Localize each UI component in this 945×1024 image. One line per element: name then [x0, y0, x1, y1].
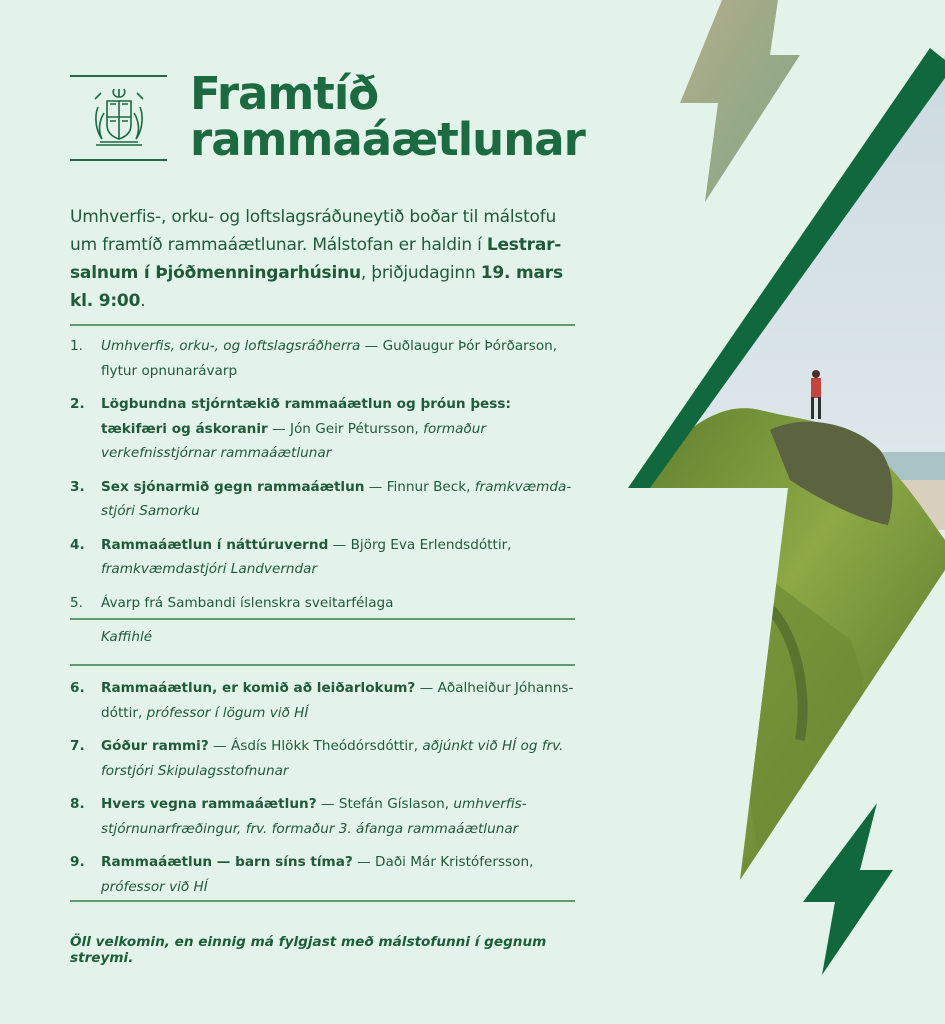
program-item: [70, 850, 575, 899]
speaker-role: prófessor við HÍ: [101, 878, 208, 895]
separator: —: [328, 536, 351, 553]
talk-title: Lögbundna stjórntækið rammaáætlun og þróun þess: tækifæri og áskoranir: [101, 396, 511, 437]
separator: —: [360, 338, 383, 354]
divider: [70, 324, 575, 326]
item-number: 3.: [70, 478, 85, 495]
speaker-name: Aðalheiður Jóhanns-dóttir,: [101, 680, 574, 721]
separator: —: [267, 420, 290, 437]
speaker-name: Ásdís Hlökk Theódórsdóttir,: [230, 738, 423, 754]
speaker-name: Stefán Gíslason,: [338, 796, 454, 812]
divider: [70, 618, 575, 620]
speaker-name: Guðlaugur Þór Þórðarson, flytur opnunarávarp: [101, 338, 558, 379]
separator: —: [352, 854, 376, 870]
item-text: [101, 475, 575, 524]
intro-paragraph: [70, 203, 580, 315]
speaker-name: Björg Eva Erlendsdóttir,: [350, 536, 512, 553]
item-number: 6.: [70, 680, 85, 696]
item-text: [101, 392, 575, 466]
item-number: 1.: [70, 338, 83, 354]
item-number: 8.: [70, 796, 85, 812]
talk-title: Góður rammi?: [101, 738, 209, 754]
item-number: 9.: [70, 854, 85, 870]
program-item: [70, 676, 575, 725]
speaker-role: prófessor í lögum við HÍ: [146, 704, 309, 721]
speaker-role: framkvæmda-stjóri Samorku: [101, 478, 572, 519]
item-number: 7.: [70, 738, 85, 754]
item-number: 2.: [70, 396, 85, 412]
footer-note: Öll velkomin, en einnig má fylgjast með málstofunni í gegnum streymi.: [70, 934, 547, 966]
item-text: [101, 676, 575, 725]
speaker-role: formaður verkefnisstjórnar rammaáætlunar: [101, 420, 486, 461]
divider: [70, 900, 575, 902]
title-line-1: Framtíð: [190, 67, 379, 120]
intro-text: Umhverfis-, orku- og loftslagsráðuneytið boðar til málstofu um framtíð rammaáætlunar. Málstofan er haldin í: [70, 207, 557, 255]
speaker-role: framkvæmdastjóri Landverndar: [101, 561, 318, 577]
program-item: [70, 475, 575, 524]
title-line-2: rammaáætlunar: [190, 113, 585, 166]
program-item: [70, 334, 575, 383]
talk-title: Sex sjónarmið gegn rammaáætlun: [101, 478, 365, 495]
intro-text-3: .: [140, 291, 146, 311]
divider: [70, 664, 575, 666]
item-text: [101, 533, 575, 582]
talk-title: Hvers vegna rammaáætlun?: [101, 796, 317, 812]
talk-title: Rammaáætlun — barn síns tíma?: [101, 854, 353, 870]
program-item: [70, 591, 575, 616]
coffee-break: Kaffihlé: [101, 629, 153, 645]
bolt-bottom-shape: [803, 803, 893, 975]
speaker-role: aðjúnkt við HÍ og frv. forstjóri Skipulagsstofnunar: [101, 738, 564, 779]
bolt-top-shape: [680, 0, 800, 202]
intro-text-2: , þriðjudaginn: [360, 263, 481, 283]
separator: —: [415, 680, 438, 696]
item-text: [101, 850, 575, 899]
coat-of-arms-icon: [90, 87, 148, 149]
speaker-name: Ávarp frá Sambandi íslenskra sveitarfélaga: [101, 594, 394, 611]
item-text: [101, 792, 575, 841]
item-number: 5.: [70, 594, 83, 611]
talk-title: Rammaáætlun, er komið að leiðarlokum?: [101, 680, 416, 696]
speaker-name: Finnur Beck,: [386, 478, 475, 495]
separator: —: [316, 796, 339, 812]
crest-frame: [70, 75, 167, 161]
item-text: [101, 334, 575, 383]
program-list-2: [70, 676, 575, 908]
speaker-role: umhverfis-stjórnunarfræðingur, frv. formaður 3. áfanga rammaáætlunar: [101, 796, 527, 837]
talk-title: Rammaáætlun í náttúruvernd: [101, 536, 329, 553]
talk-title: Umhverfis, orku-, og loftslagsráðherra: [101, 338, 361, 354]
program-item: [70, 792, 575, 841]
item-text: [101, 734, 575, 783]
intro-date: 19. mars kl. 9:00: [70, 263, 563, 311]
item-number: 4.: [70, 536, 85, 553]
speaker-name: Daði Már Kristófersson,: [375, 854, 534, 870]
program-list: [70, 334, 575, 624]
page-title: [190, 67, 585, 166]
program-item: [70, 533, 575, 582]
intro-venue: Lestrar-salnum í Þjóðmenningarhúsinu: [70, 235, 562, 283]
program-item: [70, 392, 575, 466]
program-item: [70, 734, 575, 783]
separator: —: [208, 738, 231, 754]
item-text: [101, 591, 575, 616]
speaker-name: Jón Geir Pétursson,: [289, 420, 424, 437]
header: [70, 67, 590, 166]
separator: —: [364, 478, 387, 495]
